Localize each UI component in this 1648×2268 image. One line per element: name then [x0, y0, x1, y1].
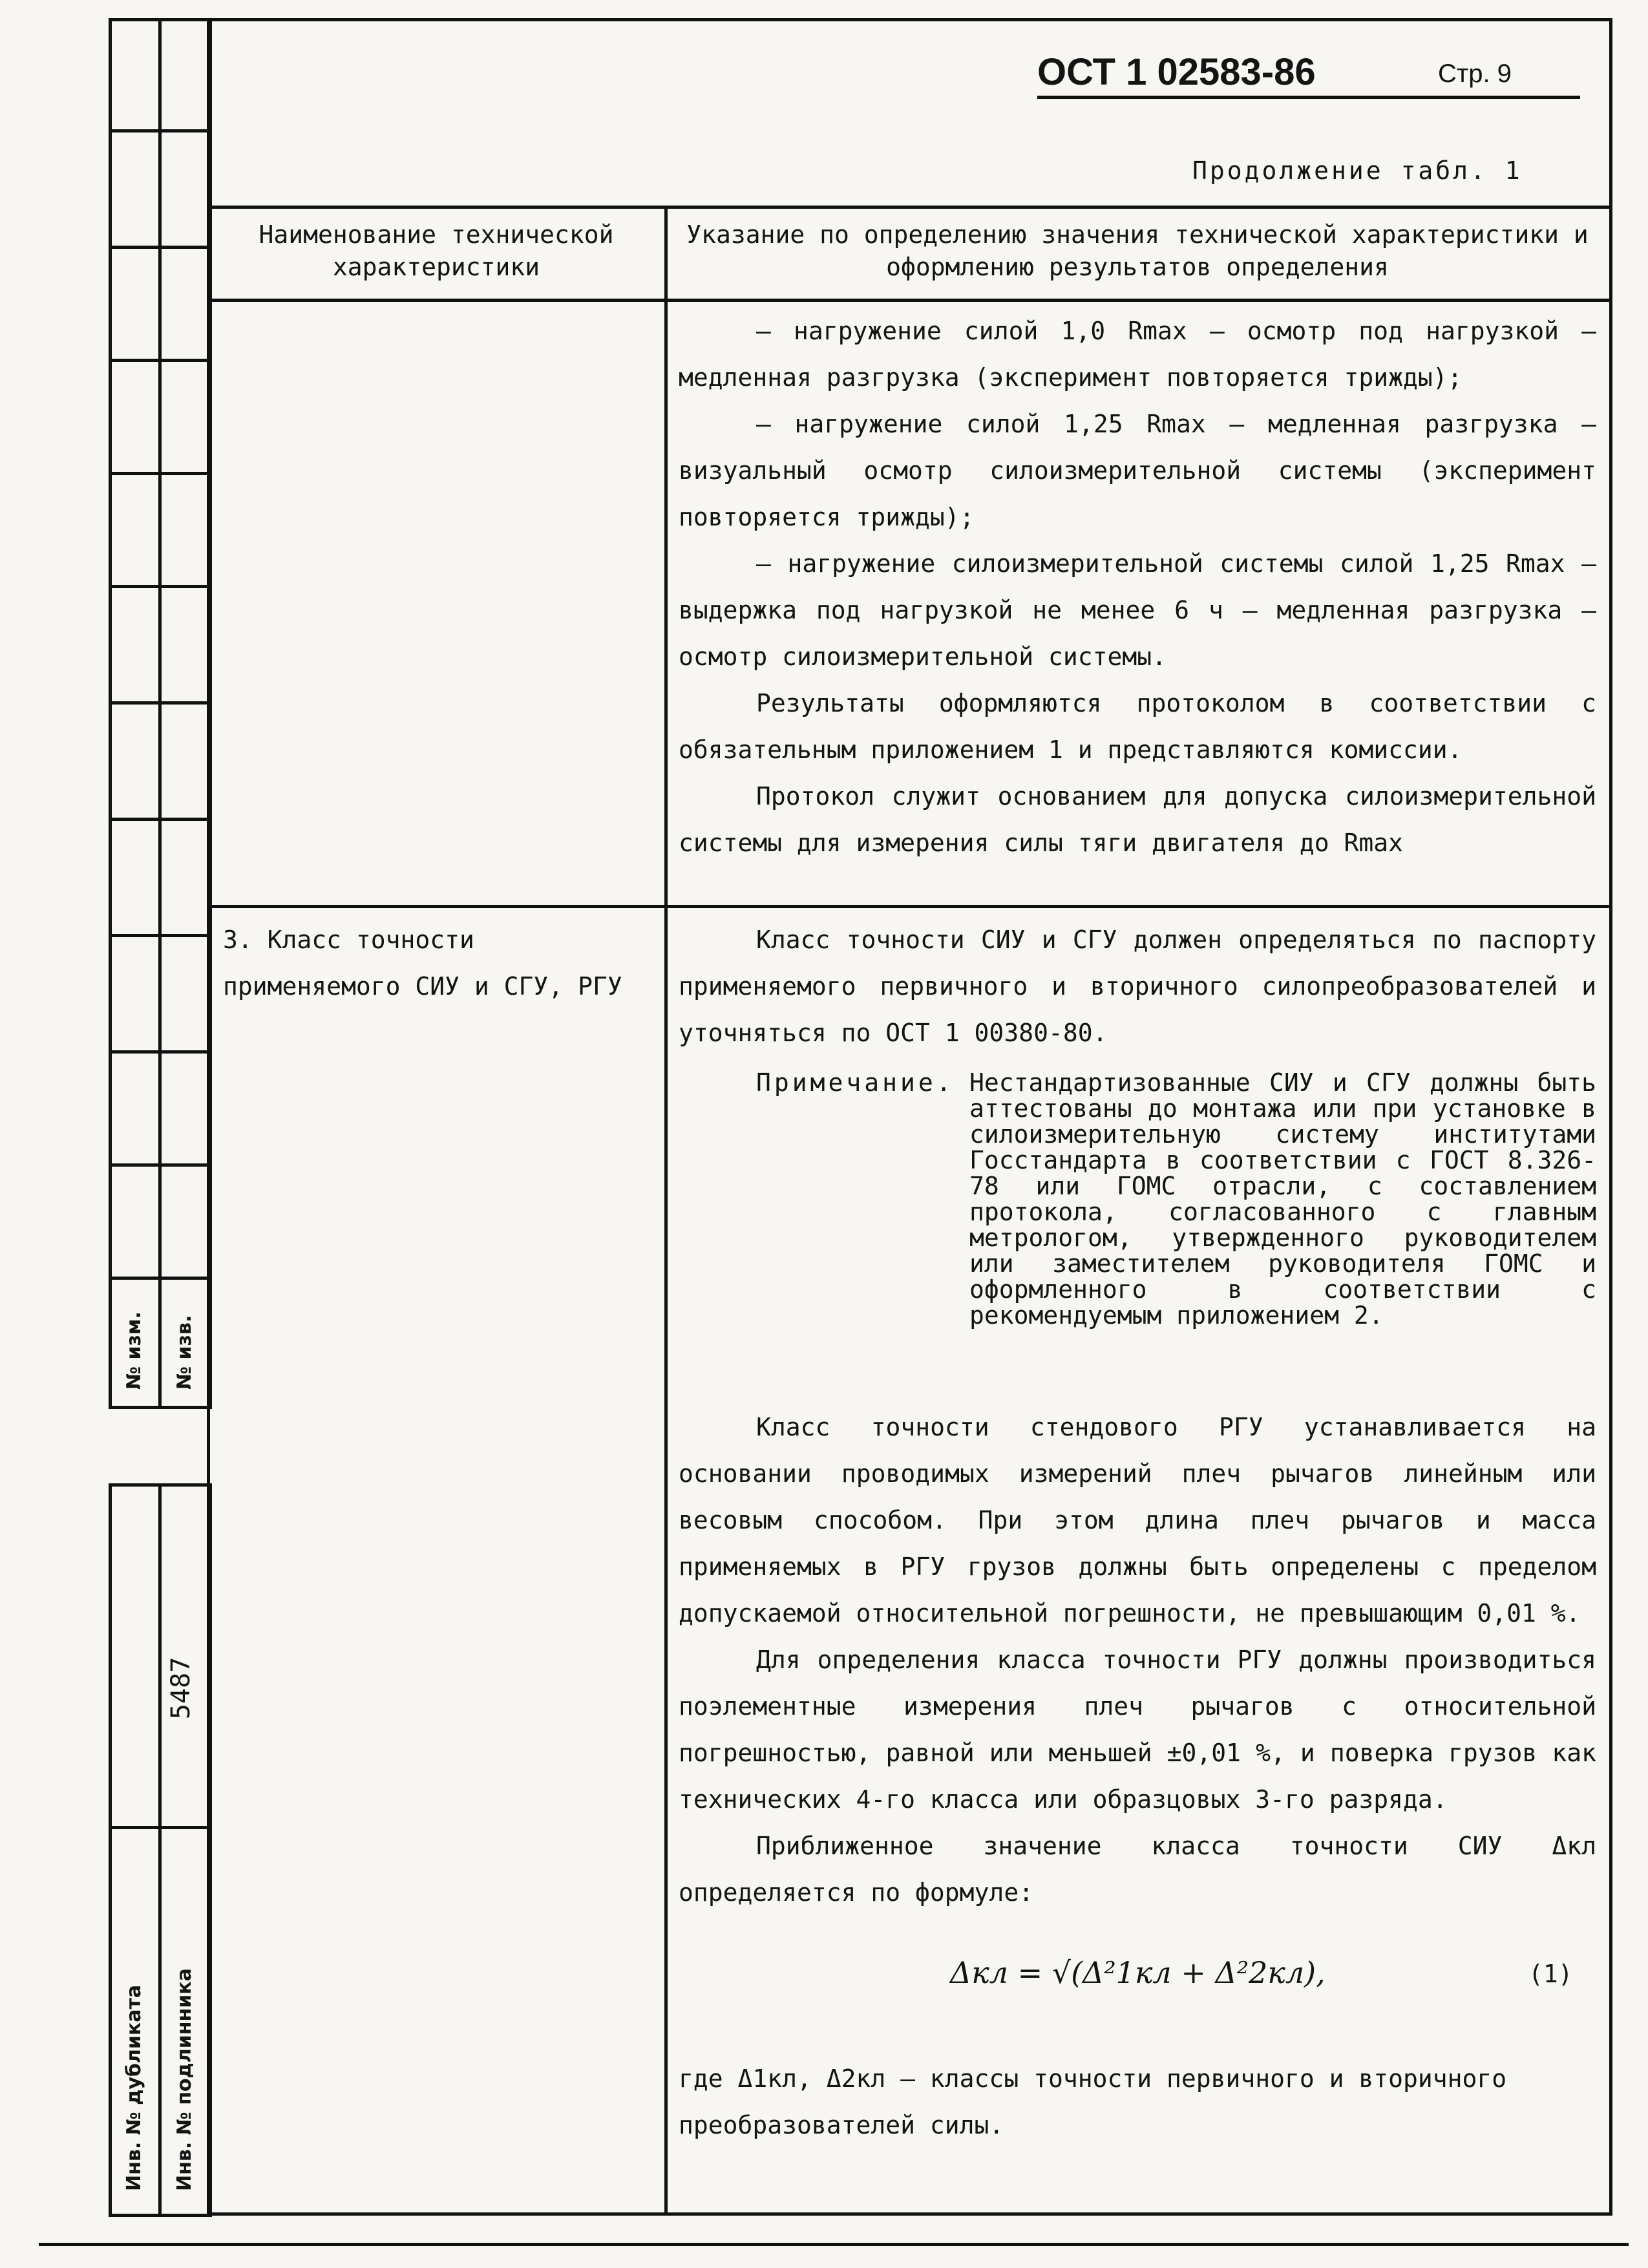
row2-paragraph: Приближенное значение класса точности СИУ Δкл определяется по формуле: [679, 1832, 1596, 1907]
row1-paragraph: Протокол служит основанием для допуска силоизмерительной системы для измерения силы тяги двигателя до Rmax [679, 782, 1596, 857]
row2-paragraph: Класс точности стендового РГУ устанавливается на основании проводимых измерений плеч рычагов линейным или весовым способом. При этом длина плеч рычагов и масса применяемых в РГУ грузов должны быть определены с пределом допускаемой относительной погрешности, не превышающим 0,01 %. [679, 1413, 1596, 1627]
standard-number: ОСТ 1 02583-86 [1037, 51, 1316, 93]
page-number: Стр. 9 [1438, 59, 1512, 88]
margin-inv-number: 5487 [166, 1657, 196, 1719]
row2-characteristic-name: 3. Класс точности применяемого СИУ и СГУ, РГУ [223, 926, 622, 1001]
margin-label-change-no: № изм. [123, 1311, 145, 1390]
note-label: Примечание. [756, 1068, 955, 1097]
table-column-divider [664, 206, 668, 2216]
formula: Δкл = √(Δ²1кл + Δ²2кл), [950, 1955, 1326, 1990]
table-top-border [207, 206, 1612, 209]
margin-label-original-inv: Инв. № подлинника [173, 1968, 196, 2191]
row2-description [679, 917, 1596, 1056]
note-text: Нестандартизованные СИУ и СГУ должны быть аттестованы до монтажа или при установке в силоизмерительную систему институтами Госстандарта в соответствии с ГОСТ 8.326-78 или ГОМС отрасли, с составлением протокола, согласованного с главным метрологом, утвержденного руководителем или заместителем руководителя ГОМС и оформленного в соответствии с рекомендуемым приложением 2. [969, 1068, 1596, 1330]
row1-paragraph: – нагружение силой 1,0 Rmax – осмотр под нагрузкой – медленная разгрузка (эксперимент повторяется трижды); [679, 317, 1596, 392]
row2-paragraph: Для определения класса точности РГУ должны производиться поэлементные измерения плеч рычагов с относительной погрешностью, равной или меньшей ±0,01 %, и поверка грузов как технических 4-го класса или образцовых 3-го разряда. [679, 1646, 1596, 1814]
formula-where: где Δ1кл, Δ2кл – классы точности первичного и вторичного преобразователей силы. [679, 2064, 1507, 2139]
table-header-border [207, 299, 1612, 302]
row1-paragraph: Результаты оформляются протоколом в соответствии с обязательным приложением 1 и представляются комиссии. [679, 689, 1596, 764]
row1-paragraph: – нагружение силоизмерительной системы силой 1,25 Rmax – выдержка под нагрузкой не менее 6 ч – медленная разгрузка – осмотр силоизмерительной системы. [679, 549, 1596, 671]
row2-note [756, 1070, 1596, 1328]
margin-label-duplicate-inv: Инв. № дубликата [123, 1984, 145, 2191]
margin-label-notice-no: № изв. [173, 1315, 196, 1390]
row1-paragraph: – нагружение силой 1,25 Rmax – медленная разгрузка – визуальный осмотр силоизмерительной системы (эксперимент повторяется трижды); [679, 410, 1596, 531]
row2-paragraph: Класс точности СИУ и СГУ должен определяться по паспорту применяемого первичного и вторичного силопреобразователей и уточняться по ОСТ 1 00380-80. [679, 926, 1596, 1047]
bottom-border [39, 2243, 1629, 2246]
table-row-divider [207, 905, 1612, 908]
col2-header: Указание по определению значения технической характеристики и оформлению результатов определения [686, 220, 1589, 281]
row2-description-cont [679, 1404, 1596, 1916]
standard-underline [1037, 96, 1580, 99]
margin-divider [158, 18, 162, 1409]
table-continuation: Продолжение табл. 1 [1192, 156, 1523, 185]
formula-number: (1) [1528, 1960, 1573, 1988]
col1-header: Наименование технической характеристики [259, 220, 614, 281]
row1-description [679, 308, 1596, 866]
